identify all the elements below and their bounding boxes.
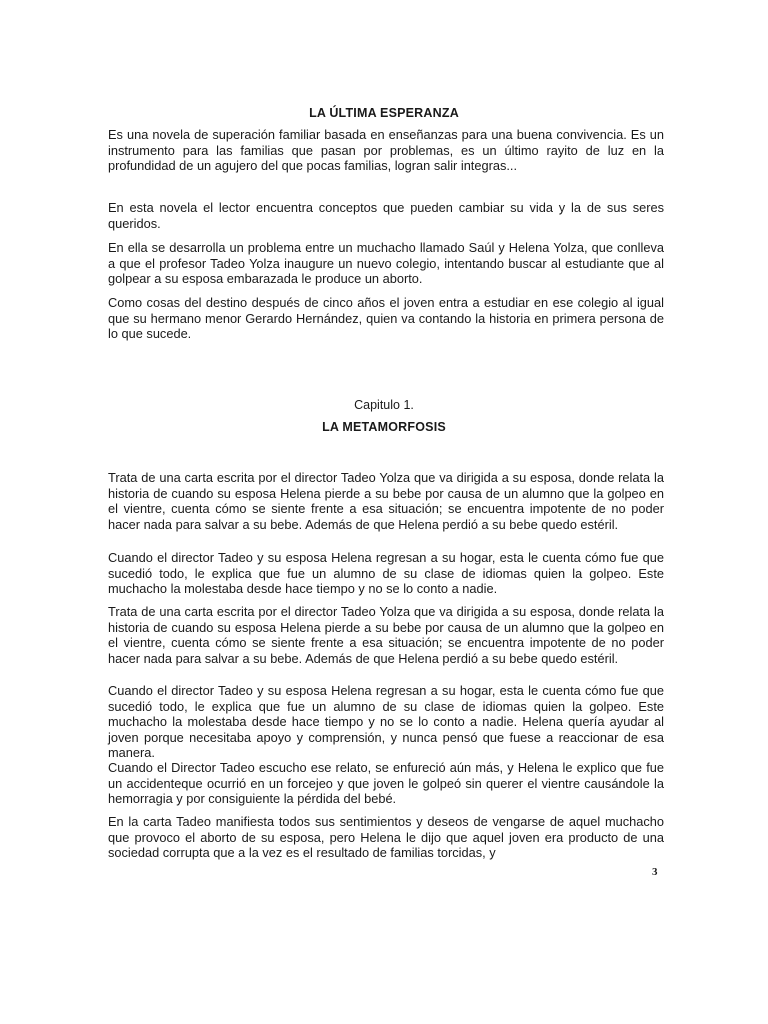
page-number: 3 xyxy=(652,866,658,878)
document-title: LA ÚLTIMA ESPERANZA xyxy=(309,106,459,120)
intro-paragraph-3: En ella se desarrolla un problema entre un muchacho llamado Saúl y Helena Yolza, que conlleva a que el profesor Tadeo Yolza inaugure un nuevo colegio, intentando buscar al estudiante que al golpear a su esposa embarazada le produce un aborto. xyxy=(108,240,664,287)
intro-paragraph-2: En esta novela el lector encuentra conceptos que pueden cambiar su vida y la de sus seres queridos. xyxy=(108,200,664,231)
intro-paragraph-1: Es una novela de superación familiar basada en enseñanzas para una buena convivencia. Es un instrumento para las familias que pasan por problemas, es un último rayito de luz en la profundidad de un agujero del que pocas familias, logran salir integras... xyxy=(108,127,664,174)
intro-paragraph-4: Como cosas del destino después de cinco años el joven entra a estudiar en ese colegio al igual que su hermano menor Gerardo Hernández, quien va contando la historia en primera persona de lo que sucede. xyxy=(108,295,664,342)
chapter-paragraph-4: Cuando el director Tadeo y su esposa Helena regresan a su hogar, esta le cuenta cómo fue que sucedió todo, le explica que fue un alumno de su clase de idiomas quien la golpeo. Este muchacho la molestaba desde hace tiempo y no se lo conto a nadie. Helena quería ayudar al joven porque necesitaba apoyo y comprensión, y nunca pensó que fuese a reaccionar de esa manera. xyxy=(108,683,664,761)
chapter-paragraph-3: Trata de una carta escrita por el director Tadeo Yolza que va dirigida a su esposa, donde relata la historia de cuando su esposa Helena pierde a su bebe por causa de un alumno que la golpeo en el vientre, cuenta cómo se siente frente a esa situación; se encuentra impotente de no poder hacer nada para salvar a su bebe. Además de que Helena perdió a su bebe quedo estéril. xyxy=(108,604,664,666)
chapter-paragraph-2: Cuando el director Tadeo y su esposa Helena regresan a su hogar, esta le cuenta cómo fue que sucedió todo, le explica que fue un alumno de su clase de idiomas quien la golpeo. Este muchacho la molestaba desde hace tiempo y no se lo conto a nadie. xyxy=(108,550,664,597)
chapter-paragraph-1: Trata de una carta escrita por el director Tadeo Yolza que va dirigida a su esposa, donde relata la historia de cuando su esposa Helena pierde a su bebe por causa de un alumno que la golpeo en el vientre, cuenta cómo se siente frente a esa situación; se encuentra impotente de no poder hacer nada para salvar a su bebe. Además de que Helena perdió a su bebe quedo estéril. xyxy=(108,470,664,532)
chapter-paragraph-5: Cuando el Director Tadeo escucho ese relato, se enfureció aún más, y Helena le explico que fue un accidenteque ocurrió en un forcejeo y que joven le golpeó sin querer el vientre causándole la hemorragia y por consiguiente la pérdida del bebé. xyxy=(108,760,664,807)
chapter-label: Capitulo 1. xyxy=(354,398,414,412)
chapter-paragraph-6: En la carta Tadeo manifiesta todos sus sentimientos y deseos de vengarse de aquel muchacho que provoco el aborto de su esposa, pero Helena le dijo que aquel joven era producto de una sociedad corrupta que a la vez es el resultado de familias torcidas, y xyxy=(108,814,664,861)
chapter-title: LA METAMORFOSIS xyxy=(322,420,446,434)
